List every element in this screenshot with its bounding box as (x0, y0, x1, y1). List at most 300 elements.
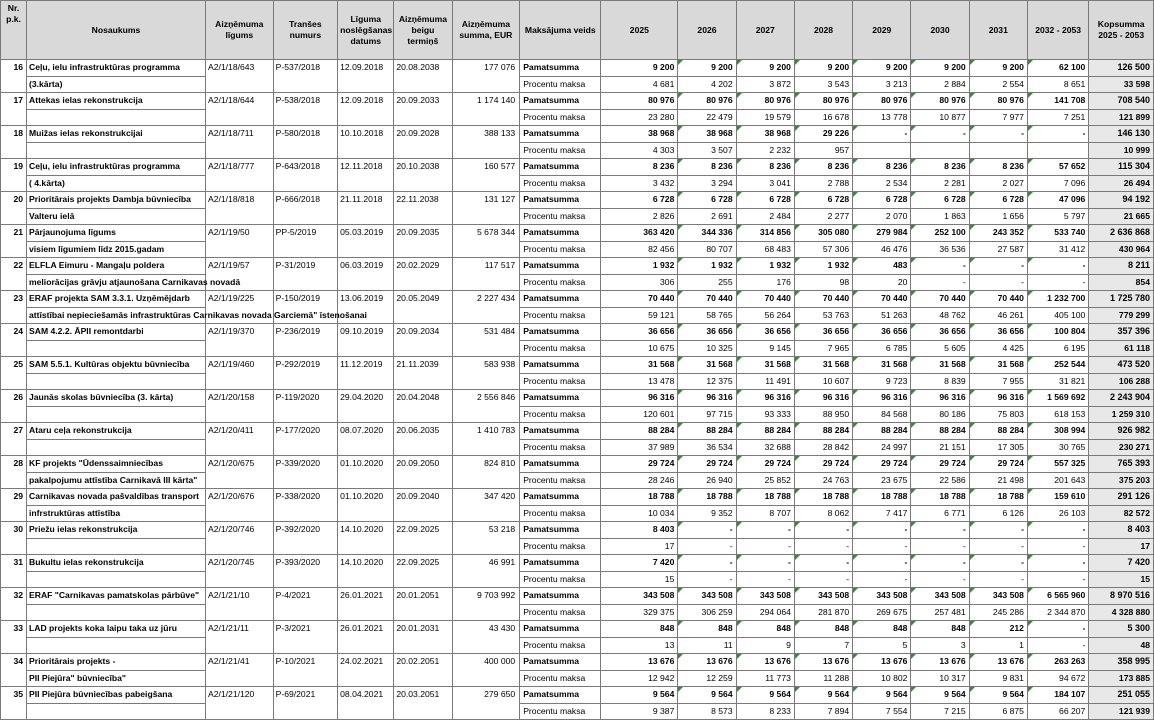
table-row (1, 489, 1154, 506)
interest-value: 53 763 (794, 307, 852, 324)
signing-date: 29.04.2020 (338, 390, 394, 423)
principal-value: 88 284 (601, 423, 678, 440)
row-number: 21 (1, 225, 27, 258)
interest-total: 61 118 (1089, 340, 1154, 357)
principal-total: 94 192 (1089, 192, 1154, 209)
tranche-number: P-236/2019 (273, 324, 338, 357)
header-year: 2031 (969, 1, 1027, 60)
principal-value: 13 676 (911, 654, 969, 671)
interest-value: 3 432 (601, 175, 678, 192)
interest-value: - (736, 571, 794, 588)
signing-date: 01.10.2020 (338, 489, 394, 522)
principal-total: 708 540 (1089, 93, 1154, 110)
interest-value: 618 153 (1027, 406, 1088, 423)
tranche-number: P-338/2020 (273, 489, 338, 522)
principal-value: 9 564 (969, 687, 1027, 704)
interest-value: 9 (736, 637, 794, 654)
loan-amount: 46 991 (452, 555, 520, 588)
signing-date: 12.09.2018 (338, 60, 394, 93)
loan-agreement: A2/1/20/745 (205, 555, 273, 588)
project-name: Muižas ielas rekonstrukcijai (27, 126, 206, 143)
project-name-continued (27, 571, 206, 588)
tranche-number: P-339/2020 (273, 456, 338, 489)
principal-value: 31 568 (911, 357, 969, 374)
principal-total: 146 130 (1089, 126, 1154, 143)
header-year: 2029 (853, 1, 911, 60)
principal-value: 36 656 (678, 324, 736, 341)
tranche-number: P-537/2018 (273, 60, 338, 93)
principal-value: - (853, 126, 911, 143)
interest-value: 7 096 (1027, 175, 1088, 192)
interest-value: 26 940 (678, 472, 736, 489)
interest-value: - (678, 571, 736, 588)
interest-value: 12 375 (678, 373, 736, 390)
principal-value: 7 420 (601, 555, 678, 572)
principal-value: - (969, 126, 1027, 143)
table-row (1, 439, 1154, 456)
signing-date: 08.07.2020 (338, 423, 394, 456)
loan-end-date: 20.09.2050 (394, 456, 452, 489)
principal-value: 9 200 (736, 60, 794, 77)
interest-total: 779 299 (1089, 307, 1154, 324)
table-row (1, 390, 1154, 407)
interest-value: - (794, 538, 852, 555)
interest-value: - (736, 538, 794, 555)
loan-amount: 131 127 (452, 192, 520, 225)
interest-value: 98 (794, 274, 852, 291)
principal-value: 18 788 (911, 489, 969, 506)
principal-value: 1 932 (601, 258, 678, 275)
signing-date: 11.12.2019 (338, 357, 394, 390)
project-name: SAM 4.2.2. ĀPII remontdarbi (27, 324, 206, 341)
interest-value: - (1027, 571, 1088, 588)
principal-value: 212 (969, 621, 1027, 638)
principal-value: 29 724 (969, 456, 1027, 473)
principal-value: - (969, 522, 1027, 539)
header-name: Nosaukums (27, 1, 206, 60)
table-row (1, 423, 1154, 440)
principal-value: 70 440 (736, 291, 794, 308)
interest-value: 25 852 (736, 472, 794, 489)
principal-value: 70 440 (601, 291, 678, 308)
header-year: 2028 (794, 1, 852, 60)
principal-value: - (911, 522, 969, 539)
project-name: ELFLA Eimuru - Mangaļu poldera (27, 258, 206, 275)
row-number: 18 (1, 126, 27, 159)
principal-value: 88 284 (678, 423, 736, 440)
interest-value: 8 062 (794, 505, 852, 522)
table-row (1, 637, 1154, 654)
interest-value: 9 831 (969, 670, 1027, 687)
payment-kind: Procentu maksa (520, 538, 601, 555)
interest-value: 7 955 (969, 373, 1027, 390)
table-row (1, 126, 1154, 143)
interest-value: - (1027, 637, 1088, 654)
table-row (1, 60, 1154, 77)
interest-value: 13 478 (601, 373, 678, 390)
principal-total: 8 211 (1089, 258, 1154, 275)
interest-value: - (969, 274, 1027, 291)
principal-value: 848 (794, 621, 852, 638)
principal-total: 765 393 (1089, 456, 1154, 473)
principal-value: 533 740 (1027, 225, 1088, 242)
payment-kind: Procentu maksa (520, 439, 601, 456)
payment-kind: Pamatsumma (520, 225, 601, 242)
loan-amount: 5 678 344 (452, 225, 520, 258)
interest-value: 245 286 (969, 604, 1027, 621)
interest-value: 306 259 (678, 604, 736, 621)
principal-value: 18 788 (678, 489, 736, 506)
table-row (1, 340, 1154, 357)
row-number: 29 (1, 489, 27, 522)
header-year: 2025 (601, 1, 678, 60)
project-name: Bukultu ielas rekonstrukcija (27, 555, 206, 572)
interest-value: 7 251 (1027, 109, 1088, 126)
principal-value: 848 (911, 621, 969, 638)
loan-end-date: 22.09.2025 (394, 522, 452, 555)
loan-agreement: A2/1/18/643 (205, 60, 273, 93)
interest-value: 120 601 (601, 406, 678, 423)
principal-value: 18 788 (794, 489, 852, 506)
signing-date: 21.11.2018 (338, 192, 394, 225)
principal-value: 13 676 (678, 654, 736, 671)
loan-agreement: A2/1/19/57 (205, 258, 273, 291)
interest-value: 36 534 (678, 439, 736, 456)
project-name-continued (27, 109, 206, 126)
table-row (1, 291, 1154, 308)
principal-value: - (794, 555, 852, 572)
loan-agreement: A2/1/20/675 (205, 456, 273, 489)
interest-value (853, 142, 911, 159)
principal-total: 8 403 (1089, 522, 1154, 539)
interest-value: 3 872 (736, 76, 794, 93)
table-row (1, 142, 1154, 159)
principal-value: 38 968 (678, 126, 736, 143)
interest-value: 6 785 (853, 340, 911, 357)
interest-value: 176 (736, 274, 794, 291)
principal-value: 6 728 (911, 192, 969, 209)
interest-value: 957 (794, 142, 852, 159)
payment-kind: Procentu maksa (520, 76, 601, 93)
principal-value: 18 788 (853, 489, 911, 506)
payment-kind: Pamatsumma (520, 687, 601, 704)
interest-value: 57 306 (794, 241, 852, 258)
payment-kind: Pamatsumma (520, 60, 601, 77)
principal-value: 1 232 700 (1027, 291, 1088, 308)
interest-value: 10 675 (601, 340, 678, 357)
loan-agreement: A2/1/19/370 (205, 324, 273, 357)
table-row (1, 324, 1154, 341)
payment-kind: Pamatsumma (520, 654, 601, 671)
principal-value: 9 200 (969, 60, 1027, 77)
interest-value: 1 (969, 637, 1027, 654)
loan-end-date: 20.04.2048 (394, 390, 452, 423)
interest-total: 106 288 (1089, 373, 1154, 390)
interest-value: 8 233 (736, 703, 794, 720)
interest-total: 1 259 310 (1089, 406, 1154, 423)
principal-value: 80 976 (911, 93, 969, 110)
table-row (1, 505, 1154, 522)
signing-date: 10.10.2018 (338, 126, 394, 159)
principal-value: 36 656 (911, 324, 969, 341)
payment-kind: Procentu maksa (520, 373, 601, 390)
interest-value: 7 965 (794, 340, 852, 357)
interest-value: - (1027, 538, 1088, 555)
principal-value: 9 200 (601, 60, 678, 77)
loan-amount: 1 410 783 (452, 423, 520, 456)
interest-value: 2 826 (601, 208, 678, 225)
principal-value: 483 (853, 258, 911, 275)
project-name-continued (27, 538, 206, 555)
signing-date: 26.01.2021 (338, 588, 394, 621)
interest-value: 12 259 (678, 670, 736, 687)
signing-date: 09.10.2019 (338, 324, 394, 357)
tranche-number: P-392/2020 (273, 522, 338, 555)
payment-kind: Procentu maksa (520, 142, 601, 159)
loan-end-date: 20.01.2051 (394, 588, 452, 621)
loan-end-date: 20.08.2038 (394, 60, 452, 93)
project-name: ERAF "Carnikavas pamatskolas pārbūve" (27, 588, 206, 605)
principal-value: 36 656 (853, 324, 911, 341)
project-name: Ceļu, ielu infrastruktūras programma (27, 159, 206, 176)
interest-value: 12 942 (601, 670, 678, 687)
project-name-continued (27, 439, 206, 456)
header-end: Aizņēmuma beigu termiņš (394, 1, 452, 60)
signing-date: 08.04.2021 (338, 687, 394, 720)
loan-end-date: 20.09.2040 (394, 489, 452, 522)
interest-value: 28 842 (794, 439, 852, 456)
principal-value: 9 200 (911, 60, 969, 77)
loan-agreement: A2/1/20/746 (205, 522, 273, 555)
payment-kind: Procentu maksa (520, 703, 601, 720)
project-name: Ceļu, ielu infrastruktūras programma (27, 60, 206, 77)
project-name-continued: visiem līgumiem līdz 2015.gadam (27, 241, 206, 258)
project-name-continued (27, 703, 206, 720)
signing-date: 13.06.2019 (338, 291, 394, 324)
interest-value: - (911, 538, 969, 555)
payment-kind: Procentu maksa (520, 505, 601, 522)
loan-end-date: 20.05.2049 (394, 291, 452, 324)
row-number: 26 (1, 390, 27, 423)
interest-value: 20 (853, 274, 911, 291)
principal-value: 8 236 (911, 159, 969, 176)
principal-value: 31 568 (853, 357, 911, 374)
principal-value: 6 728 (736, 192, 794, 209)
interest-value: 9 145 (736, 340, 794, 357)
interest-value: 27 587 (969, 241, 1027, 258)
interest-value: 13 (601, 637, 678, 654)
interest-value (1027, 142, 1088, 159)
table-row (1, 307, 1154, 324)
table-row (1, 93, 1154, 110)
tranche-number: P-69/2021 (273, 687, 338, 720)
tranche-number: P-292/2019 (273, 357, 338, 390)
principal-value: 31 568 (969, 357, 1027, 374)
interest-value: 255 (678, 274, 736, 291)
interest-value: 23 280 (601, 109, 678, 126)
payment-kind: Pamatsumma (520, 126, 601, 143)
tranche-number: P-150/2019 (273, 291, 338, 324)
principal-value: 9 564 (678, 687, 736, 704)
project-name: Ataru ceļa rekonstrukcija (27, 423, 206, 440)
signing-date: 12.11.2018 (338, 159, 394, 192)
principal-value: 29 724 (853, 456, 911, 473)
table-row (1, 670, 1154, 687)
principal-value: 6 728 (853, 192, 911, 209)
table-row (1, 571, 1154, 588)
principal-total: 126 500 (1089, 60, 1154, 77)
loan-amount: 279 650 (452, 687, 520, 720)
payment-kind: Pamatsumma (520, 192, 601, 209)
interest-total: 17 (1089, 538, 1154, 555)
row-number: 17 (1, 93, 27, 126)
interest-value: 6 195 (1027, 340, 1088, 357)
principal-value: 18 788 (736, 489, 794, 506)
interest-value: 75 803 (969, 406, 1027, 423)
loan-amount: 583 938 (452, 357, 520, 390)
table-row (1, 687, 1154, 704)
principal-value: 184 107 (1027, 687, 1088, 704)
principal-value: 343 508 (678, 588, 736, 605)
interest-value: 94 672 (1027, 670, 1088, 687)
interest-value: 36 536 (911, 241, 969, 258)
interest-value: 46 261 (969, 307, 1027, 324)
interest-value: - (969, 571, 1027, 588)
interest-value: 3 507 (678, 142, 736, 159)
interest-value: 6 771 (911, 505, 969, 522)
loan-amount: 388 133 (452, 126, 520, 159)
payment-kind: Pamatsumma (520, 489, 601, 506)
principal-value: 36 656 (736, 324, 794, 341)
loan-end-date: 20.09.2028 (394, 126, 452, 159)
principal-total: 926 982 (1089, 423, 1154, 440)
interest-value: 2 484 (736, 208, 794, 225)
interest-value: 10 607 (794, 373, 852, 390)
principal-value: - (678, 522, 736, 539)
principal-value: 88 284 (911, 423, 969, 440)
principal-value: 96 316 (601, 390, 678, 407)
loan-end-date: 20.09.2035 (394, 225, 452, 258)
principal-value: 29 724 (678, 456, 736, 473)
loan-amount: 53 218 (452, 522, 520, 555)
interest-value: 7 894 (794, 703, 852, 720)
principal-value: 80 976 (969, 93, 1027, 110)
interest-value: - (678, 538, 736, 555)
interest-value: 68 483 (736, 241, 794, 258)
principal-value: 343 508 (853, 588, 911, 605)
interest-value: 26 103 (1027, 505, 1088, 522)
table-row (1, 208, 1154, 225)
payment-kind: Procentu maksa (520, 571, 601, 588)
interest-value: 17 305 (969, 439, 1027, 456)
project-name: KF projekts "Ūdenssaimniecības (27, 456, 206, 473)
interest-value: 15 (601, 571, 678, 588)
header-year: 2026 (678, 1, 736, 60)
interest-value: 2 281 (911, 175, 969, 192)
principal-value: 38 968 (601, 126, 678, 143)
payment-kind: Pamatsumma (520, 93, 601, 110)
loan-amount: 9 703 992 (452, 588, 520, 621)
principal-value: 848 (601, 621, 678, 638)
principal-total: 357 396 (1089, 324, 1154, 341)
payment-kind: Procentu maksa (520, 670, 601, 687)
loan-end-date: 20.06.2035 (394, 423, 452, 456)
principal-total: 251 055 (1089, 687, 1154, 704)
principal-value: 80 976 (601, 93, 678, 110)
principal-value: 6 565 960 (1027, 588, 1088, 605)
interest-value: 3 041 (736, 175, 794, 192)
tranche-number: P-643/2018 (273, 159, 338, 192)
principal-value: 80 976 (794, 93, 852, 110)
table-row (1, 522, 1154, 539)
principal-value: 80 976 (678, 93, 736, 110)
project-name-continued: attīstībai nepieciešamās infrastruktūras Carnikavas novada Garciemā" īstenošanai (27, 307, 206, 324)
principal-value: 36 656 (601, 324, 678, 341)
project-name: LAD projekts koka laipu taka uz jūru (27, 621, 206, 638)
interest-value: 46 476 (853, 241, 911, 258)
payment-kind: Procentu maksa (520, 340, 601, 357)
interest-value: 8 651 (1027, 76, 1088, 93)
principal-value: 9 200 (794, 60, 852, 77)
table-row (1, 192, 1154, 209)
loan-agreement: A2/1/19/460 (205, 357, 273, 390)
interest-value: 16 678 (794, 109, 852, 126)
principal-value: 70 440 (969, 291, 1027, 308)
project-name: Attekas ielas rekonstrukcija (27, 93, 206, 110)
principal-value: 9 564 (736, 687, 794, 704)
header-year: 2032 - 2053 (1027, 1, 1088, 60)
header-signed: Līguma noslēgšanas datums (338, 1, 394, 60)
loan-amount: 347 420 (452, 489, 520, 522)
principal-value: 1 569 692 (1027, 390, 1088, 407)
principal-value: 252 544 (1027, 357, 1088, 374)
signing-date: 06.03.2019 (338, 258, 394, 291)
principal-value: 88 284 (969, 423, 1027, 440)
principal-value: 343 508 (794, 588, 852, 605)
interest-value: 2 691 (678, 208, 736, 225)
principal-value: 6 728 (794, 192, 852, 209)
loan-amount: 400 000 (452, 654, 520, 687)
project-name: Prioritārais projekts - (27, 654, 206, 671)
principal-total: 1 725 780 (1089, 291, 1154, 308)
interest-value: 82 456 (601, 241, 678, 258)
interest-total: 21 665 (1089, 208, 1154, 225)
signing-date: 24.02.2021 (338, 654, 394, 687)
interest-value: 97 715 (678, 406, 736, 423)
loan-agreement: A2/1/19/50 (205, 225, 273, 258)
table-row (1, 456, 1154, 473)
header-kind: Maksājuma veids (520, 1, 601, 60)
interest-total: 121 899 (1089, 109, 1154, 126)
project-name-continued: pakalpojumu attīstība Carnikavā III kārta" (27, 472, 206, 489)
tranche-number: P-538/2018 (273, 93, 338, 126)
loan-agreement: A2/1/21/120 (205, 687, 273, 720)
loan-agreement: A2/1/20/158 (205, 390, 273, 423)
table-body (1, 60, 1154, 720)
interest-value: - (794, 571, 852, 588)
loan-end-date: 20.02.2029 (394, 258, 452, 291)
table-row (1, 225, 1154, 242)
row-number: 24 (1, 324, 27, 357)
interest-value: 31 412 (1027, 241, 1088, 258)
payment-kind: Procentu maksa (520, 307, 601, 324)
loan-amount: 531 484 (452, 324, 520, 357)
interest-value: 1 863 (911, 208, 969, 225)
row-number: 35 (1, 687, 27, 720)
loan-end-date: 20.01.2031 (394, 621, 452, 654)
interest-value: 3 213 (853, 76, 911, 93)
project-name-continued (27, 142, 206, 159)
